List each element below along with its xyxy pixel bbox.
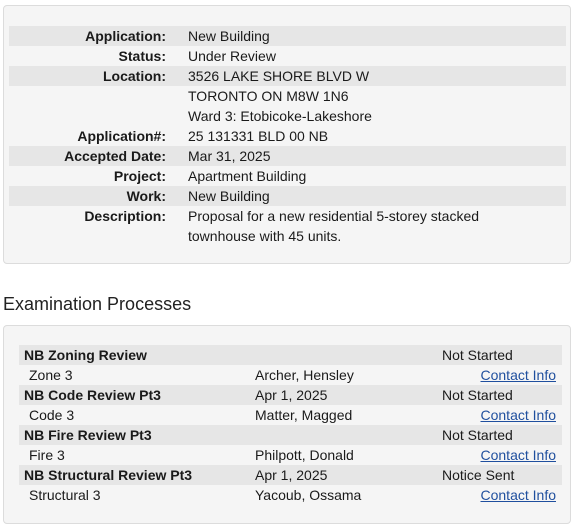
detail-row-project: [9, 166, 566, 186]
section-heading: Examination Processes: [3, 294, 192, 314]
process-status: Notice Sent: [442, 465, 562, 485]
detail-row-application-number: [9, 126, 566, 146]
detail-row-location-cont: [9, 86, 566, 106]
detail-value: townhouse with 45 units.: [188, 228, 342, 244]
detail-value: New Building: [188, 26, 566, 46]
process-row: [19, 345, 562, 365]
detail-label: Accepted Date:: [9, 146, 188, 166]
location-city: TORONTO ON M8W 1N6: [188, 88, 349, 104]
process-name: NB Code Review Pt3: [19, 385, 255, 405]
examiner-name: Matter, Magged: [255, 407, 353, 423]
detail-row-description-cont: [9, 226, 566, 246]
process-discipline: Zone 3: [29, 367, 73, 383]
detail-label: Location:: [9, 66, 188, 86]
detail-row-application: [9, 26, 566, 46]
detail-label: Status:: [118, 48, 166, 64]
process-name: NB Structural Review Pt3: [19, 465, 255, 485]
process-detail-row: [19, 445, 562, 465]
detail-row-status: [9, 46, 566, 66]
detail-label: Work:: [9, 186, 188, 206]
contact-info-link[interactable]: Contact Info: [480, 407, 556, 423]
process-discipline: Structural 3: [29, 487, 101, 503]
detail-row-accepted-date: [9, 146, 566, 166]
examination-processes-table: [19, 345, 562, 505]
detail-label: Description:: [84, 208, 166, 224]
process-row: [19, 425, 562, 445]
detail-label: Project:: [113, 168, 166, 184]
process-status: Not Started: [442, 425, 562, 445]
process-discipline: Code 3: [29, 407, 75, 423]
process-name: NB Fire Review Pt3: [19, 425, 255, 445]
process-date: Apr 1, 2025: [255, 385, 442, 405]
process-date: [255, 345, 442, 365]
application-details-table: [9, 26, 566, 246]
contact-info-link[interactable]: Contact Info: [480, 447, 556, 463]
process-row: [19, 385, 562, 405]
detail-row-location: [9, 66, 566, 86]
process-date: [255, 425, 442, 445]
detail-value: 25 131331 BLD 00 NB: [188, 128, 329, 144]
process-name: NB Zoning Review: [19, 345, 255, 365]
examination-processes-panel: [3, 325, 571, 524]
process-status: Not Started: [442, 345, 562, 365]
location-ward: Ward 3: Etobicoke-Lakeshore: [188, 108, 372, 124]
application-details-panel: [3, 5, 571, 264]
detail-row-location-cont: [9, 106, 566, 126]
detail-value: Under Review: [188, 48, 276, 64]
detail-row-work: [9, 186, 566, 206]
process-discipline: Fire 3: [29, 447, 65, 463]
process-detail-row: [19, 485, 562, 505]
contact-info-link[interactable]: Contact Info: [480, 487, 556, 503]
examiner-name: Philpott, Donald: [255, 447, 354, 463]
detail-value: Apartment Building: [188, 168, 307, 184]
process-detail-row: [19, 405, 562, 425]
process-status: Not Started: [442, 385, 562, 405]
detail-label: Application:: [9, 26, 188, 46]
location-street: 3526 LAKE SHORE BLVD W: [188, 68, 370, 84]
detail-row-description: [9, 206, 566, 226]
detail-value: Proposal for a new residential 5-storey stacked: [188, 208, 480, 224]
process-row: [19, 465, 562, 485]
detail-value: Mar 31, 2025: [188, 146, 566, 166]
contact-info-link[interactable]: Contact Info: [480, 367, 556, 383]
process-date: Apr 1, 2025: [255, 465, 442, 485]
detail-value: New Building: [188, 186, 566, 206]
examiner-name: Archer, Hensley: [255, 367, 354, 383]
detail-label: Application#:: [77, 128, 166, 144]
examiner-name: Yacoub, Ossama: [255, 487, 362, 503]
process-detail-row: [19, 365, 562, 385]
